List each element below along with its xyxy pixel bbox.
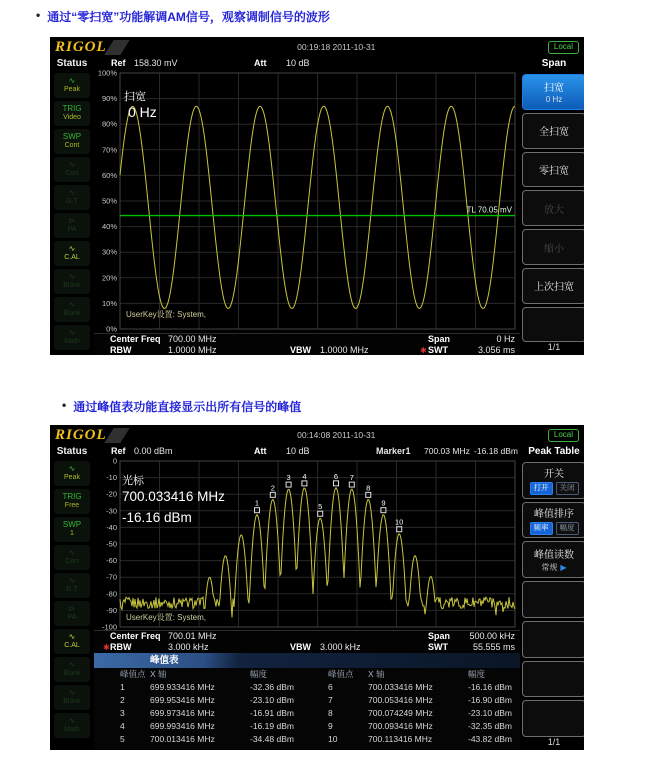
sweep-settings-bar — [94, 630, 520, 653]
spectrum-chart — [94, 458, 520, 630]
status-icon-corr: ∿ Corr — [54, 545, 90, 570]
zero-span-chart — [94, 70, 520, 333]
span-value: 500.00 kHz — [469, 631, 515, 641]
peak-table-cell: -16.19 dBm — [250, 721, 294, 731]
status-icon-blank: ∿ Blank — [54, 297, 90, 322]
peak-table-cell: -16.91 dBm — [250, 708, 294, 718]
bullet-text: 通过峰值表功能直接显示出所有信号的峰值 — [73, 400, 302, 414]
span-value: 0 Hz — [496, 334, 515, 344]
svg-text:100%: 100% — [97, 70, 117, 78]
peak-table-cell: 700.113416 MHz — [368, 734, 433, 744]
bullet-item-zero-span — [36, 8, 330, 25]
svg-text:10: 10 — [395, 517, 404, 527]
status-icon-math: ∿ Math — [54, 325, 90, 350]
status-label: Status — [56, 446, 88, 457]
rbw-value: 1.0000 MHz — [168, 345, 217, 355]
datetime-display: 00:19:18 2011-10-31 — [297, 42, 376, 52]
peak-table-cell: 5 — [120, 734, 125, 744]
peak-table-cell: -32.36 dBm — [250, 682, 294, 692]
status-icon-c-al: ∿ C.AL — [54, 241, 90, 266]
softkey-peak-sort[interactable]: 峰值排序 频率 幅度 — [522, 502, 584, 539]
status-icon-blank: ∿ Blank — [54, 269, 90, 294]
ref-label: Ref — [111, 58, 126, 68]
peak-table-header: X 轴 — [150, 669, 167, 679]
svg-text:10%: 10% — [101, 298, 117, 308]
svg-text:50%: 50% — [101, 196, 117, 206]
rbw-value: 3.000 kHz — [168, 642, 209, 652]
svg-text:60%: 60% — [101, 170, 117, 180]
svg-text:80%: 80% — [101, 119, 117, 129]
softkey-last-span[interactable]: 上次扫宽 — [522, 268, 584, 304]
rigol-logo: RIGOL — [55, 427, 125, 444]
local-badge: Local — [548, 41, 579, 54]
ref-att-bar — [94, 57, 520, 70]
peak-table-title: 峰值表 — [94, 653, 520, 668]
swt-label: SWT — [428, 345, 448, 355]
ref-value: 0.00 dBm — [134, 446, 173, 456]
peak-table-cell: 699.933416 MHz — [150, 682, 215, 692]
status-icon-blank: ∿ Blank — [54, 657, 90, 682]
svg-text:6: 6 — [333, 471, 339, 481]
peak-table-cell: 699.953416 MHz — [150, 695, 215, 705]
peak-table-cell: 699.993416 MHz — [150, 721, 215, 731]
status-icons — [54, 458, 90, 738]
peak-table — [94, 653, 520, 750]
softkey-empty[interactable] — [522, 307, 584, 343]
peak-table-header: 峰值点 — [120, 669, 146, 679]
svg-text:-60: -60 — [106, 556, 117, 566]
status-icon-peak: ∿ Peak — [54, 73, 90, 98]
menu-page-indicator: 1/1 — [547, 737, 561, 748]
status-icon-math: ∿ Math — [54, 713, 90, 738]
status-icon-cont: SWP Cont — [54, 129, 90, 154]
center-freq-label: Center Freq — [110, 631, 161, 641]
peak-table-cell: 1 — [120, 682, 125, 692]
toggle-freq[interactable]: 频率 — [530, 522, 553, 535]
svg-text:90%: 90% — [101, 94, 117, 104]
peak-table-cell: -32.35 dBm — [468, 721, 512, 731]
softkey-zero-span[interactable]: 零扫宽 — [522, 152, 584, 188]
toggle-on[interactable]: 打开 — [530, 482, 553, 495]
peak-table-cell: -23.10 dBm — [468, 708, 512, 718]
status-icon-corr: ∿ Corr — [54, 157, 90, 182]
peak-table-grid — [94, 668, 520, 746]
menu-title: Peak Table — [528, 446, 580, 457]
peak-table-cell: -43.82 dBm — [468, 734, 512, 744]
svg-text:0: 0 — [112, 458, 117, 466]
svg-text:8: 8 — [366, 483, 371, 493]
svg-text:-10: -10 — [106, 473, 117, 483]
svg-text:-30: -30 — [106, 506, 117, 516]
toggle-off[interactable]: 关闭 — [556, 482, 579, 495]
peak-table-cell: 10 — [328, 734, 338, 744]
marker1-amp: -16.18 dBm — [474, 446, 518, 456]
softkey-zoom-out[interactable]: 缩小 — [522, 229, 584, 265]
peak-table-cell: 700.093416 MHz — [368, 721, 433, 731]
display-area — [94, 57, 520, 355]
status-icons — [54, 70, 90, 350]
status-icon-free: TRIG Free — [54, 489, 90, 514]
waveform-graph — [94, 70, 520, 333]
menu-title: Span — [541, 58, 567, 69]
peak-table-cell: 4 — [120, 721, 125, 731]
vbw-value: 1.0000 MHz — [320, 345, 369, 355]
peak-table-cell: 700.033416 MHz — [368, 682, 433, 692]
cursor-overlay-amp: -16.16 dBm — [122, 510, 192, 525]
status-column — [50, 57, 94, 355]
softkey-empty[interactable] — [522, 621, 584, 658]
local-badge: Local — [548, 429, 579, 442]
peak-table-cell: -16.90 dBm — [468, 695, 512, 705]
status-icon-peak: ∿ Peak — [54, 461, 90, 486]
status-icon-pa: ⊳ PA — [54, 213, 90, 238]
vbw-label: VBW — [290, 642, 311, 652]
ref-value: 158.30 mV — [134, 58, 178, 68]
cursor-overlay-label: 光标 — [122, 475, 144, 487]
display-area — [94, 445, 520, 750]
svg-text:2: 2 — [270, 483, 275, 493]
swt-changed-indicator: ✱ — [420, 346, 427, 355]
svg-text:-70: -70 — [106, 572, 117, 582]
status-icon-1: SWP 1 — [54, 517, 90, 542]
softkey-zoom-in[interactable]: 放大 — [522, 190, 584, 226]
softkey-empty[interactable] — [522, 581, 584, 618]
marker1-label: Marker1 — [376, 446, 411, 456]
softkey-span-value[interactable]: 扫宽 0 Hz — [522, 74, 584, 110]
status-label: Status — [56, 58, 88, 69]
svg-text:-20: -20 — [106, 489, 117, 499]
swt-label: SWT — [428, 642, 448, 652]
svg-text:5: 5 — [318, 502, 323, 512]
rbw-label: RBW — [110, 642, 132, 652]
submenu-arrow-icon: ▶ — [560, 563, 567, 573]
peak-table-cell: 700.053416 MHz — [368, 695, 433, 705]
sweep-settings-bar — [94, 333, 520, 355]
att-label: Att — [254, 58, 267, 68]
svg-text:-40: -40 — [106, 522, 117, 532]
bullet-dot: • — [62, 398, 67, 412]
span-label: Span — [428, 631, 451, 641]
vbw-value: 3.000 kHz — [320, 642, 361, 652]
instrument-header — [50, 37, 584, 57]
span-overlay-label: 扫宽 — [124, 91, 146, 103]
peak-table-cell: -23.10 dBm — [250, 695, 294, 705]
svg-text:-100: -100 — [101, 622, 117, 630]
peak-table-cell: 700.013416 MHz — [150, 734, 215, 744]
rigol-logo: RIGOL — [55, 39, 125, 56]
svg-text:7: 7 — [349, 473, 354, 483]
ref-label: Ref — [111, 446, 126, 456]
peak-table-cell: 700.074249 MHz — [368, 708, 433, 718]
peak-table-cell: 9 — [328, 721, 333, 731]
ref-att-bar — [94, 445, 520, 458]
center-freq-label: Center Freq — [110, 334, 161, 344]
span-overlay-value: 0 Hz — [128, 104, 157, 120]
svg-text:40%: 40% — [101, 222, 117, 232]
datetime-display: 00:14:08 2011-10-31 — [297, 430, 376, 440]
bullet-item-peak-table — [62, 398, 301, 415]
instrument-header — [50, 425, 584, 445]
screenshot-peak-table — [50, 425, 584, 750]
svg-text:4: 4 — [302, 471, 307, 481]
swt-value: 3.056 ms — [477, 345, 515, 355]
softkey-switch[interactable]: 开关 打开 关闭 — [522, 462, 584, 499]
softkey-full-span[interactable]: 全扫宽 — [522, 113, 584, 149]
peak-table-header: 幅度 — [250, 669, 268, 679]
rbw-label: RBW — [110, 345, 132, 355]
userkey-message: UserKey设置: System, — [126, 613, 207, 622]
svg-text:9: 9 — [381, 498, 386, 508]
svg-text:0%: 0% — [106, 324, 117, 333]
userkey-message: UserKey设置: System, — [126, 310, 207, 319]
peak-table-header: 峰值点 — [328, 669, 354, 679]
peak-table-cell: -16.16 dBm — [468, 682, 512, 692]
marker1-freq: 700.03 MHz — [424, 446, 470, 456]
peak-table-cell: 7 — [328, 695, 333, 705]
status-icon-g-t: ∿ G.T — [54, 573, 90, 598]
svg-text:TL 70.05 mV: TL 70.05 mV — [466, 205, 512, 215]
att-label: Att — [254, 446, 267, 456]
softkey-menu-span — [520, 57, 584, 355]
status-icon-c-al: ∿ C.AL — [54, 629, 90, 654]
rbw-changed-indicator: ✱ — [103, 643, 110, 652]
att-value: 10 dB — [286, 58, 310, 68]
peak-table-cell: 2 — [120, 695, 125, 705]
svg-text:-80: -80 — [106, 589, 117, 599]
att-value: 10 dB — [286, 446, 310, 456]
status-icon-video: TRIG Video — [54, 101, 90, 126]
center-freq-value: 700.00 MHz — [168, 334, 217, 344]
spectrum-graph — [94, 458, 520, 630]
swt-value: 55.555 ms — [472, 642, 515, 652]
peak-table-cell: -34.48 dBm — [250, 734, 294, 744]
peak-table-header: 幅度 — [468, 669, 486, 679]
svg-text:20%: 20% — [101, 273, 117, 283]
svg-text:-90: -90 — [106, 605, 117, 615]
peak-table-header: X 轴 — [368, 669, 385, 679]
center-freq-value: 700.01 MHz — [168, 631, 217, 641]
status-column — [50, 445, 94, 750]
svg-text:30%: 30% — [101, 247, 117, 257]
cursor-overlay-freq: 700.033416 MHz — [122, 489, 225, 504]
peak-table-cell: 6 — [328, 682, 333, 692]
bullet-text: 通过“零扫宽”功能解调AM信号，观察调制信号的波形 — [47, 10, 330, 24]
screenshot-zero-span — [50, 37, 584, 355]
svg-text:70%: 70% — [101, 145, 117, 155]
status-icon-blank: ∿ Blank — [54, 685, 90, 710]
svg-text:3: 3 — [286, 473, 291, 483]
peak-table-cell: 699.973416 MHz — [150, 708, 215, 718]
svg-text:-50: -50 — [106, 539, 117, 549]
vbw-label: VBW — [290, 345, 311, 355]
svg-text:1: 1 — [254, 498, 260, 508]
span-label: Span — [428, 334, 451, 344]
menu-page-indicator: 1/1 — [547, 342, 561, 353]
softkey-peak-readout[interactable]: 峰值读数 常规 ▶ — [522, 541, 584, 578]
toggle-amp[interactable]: 幅度 — [556, 522, 579, 535]
bullet-dot: • — [36, 8, 41, 22]
peak-table-cell: 3 — [120, 708, 125, 718]
status-icon-g-t: ∿ G.T — [54, 185, 90, 210]
peak-table-cell: 8 — [328, 708, 333, 718]
status-icon-pa: ⊳ PA — [54, 601, 90, 626]
